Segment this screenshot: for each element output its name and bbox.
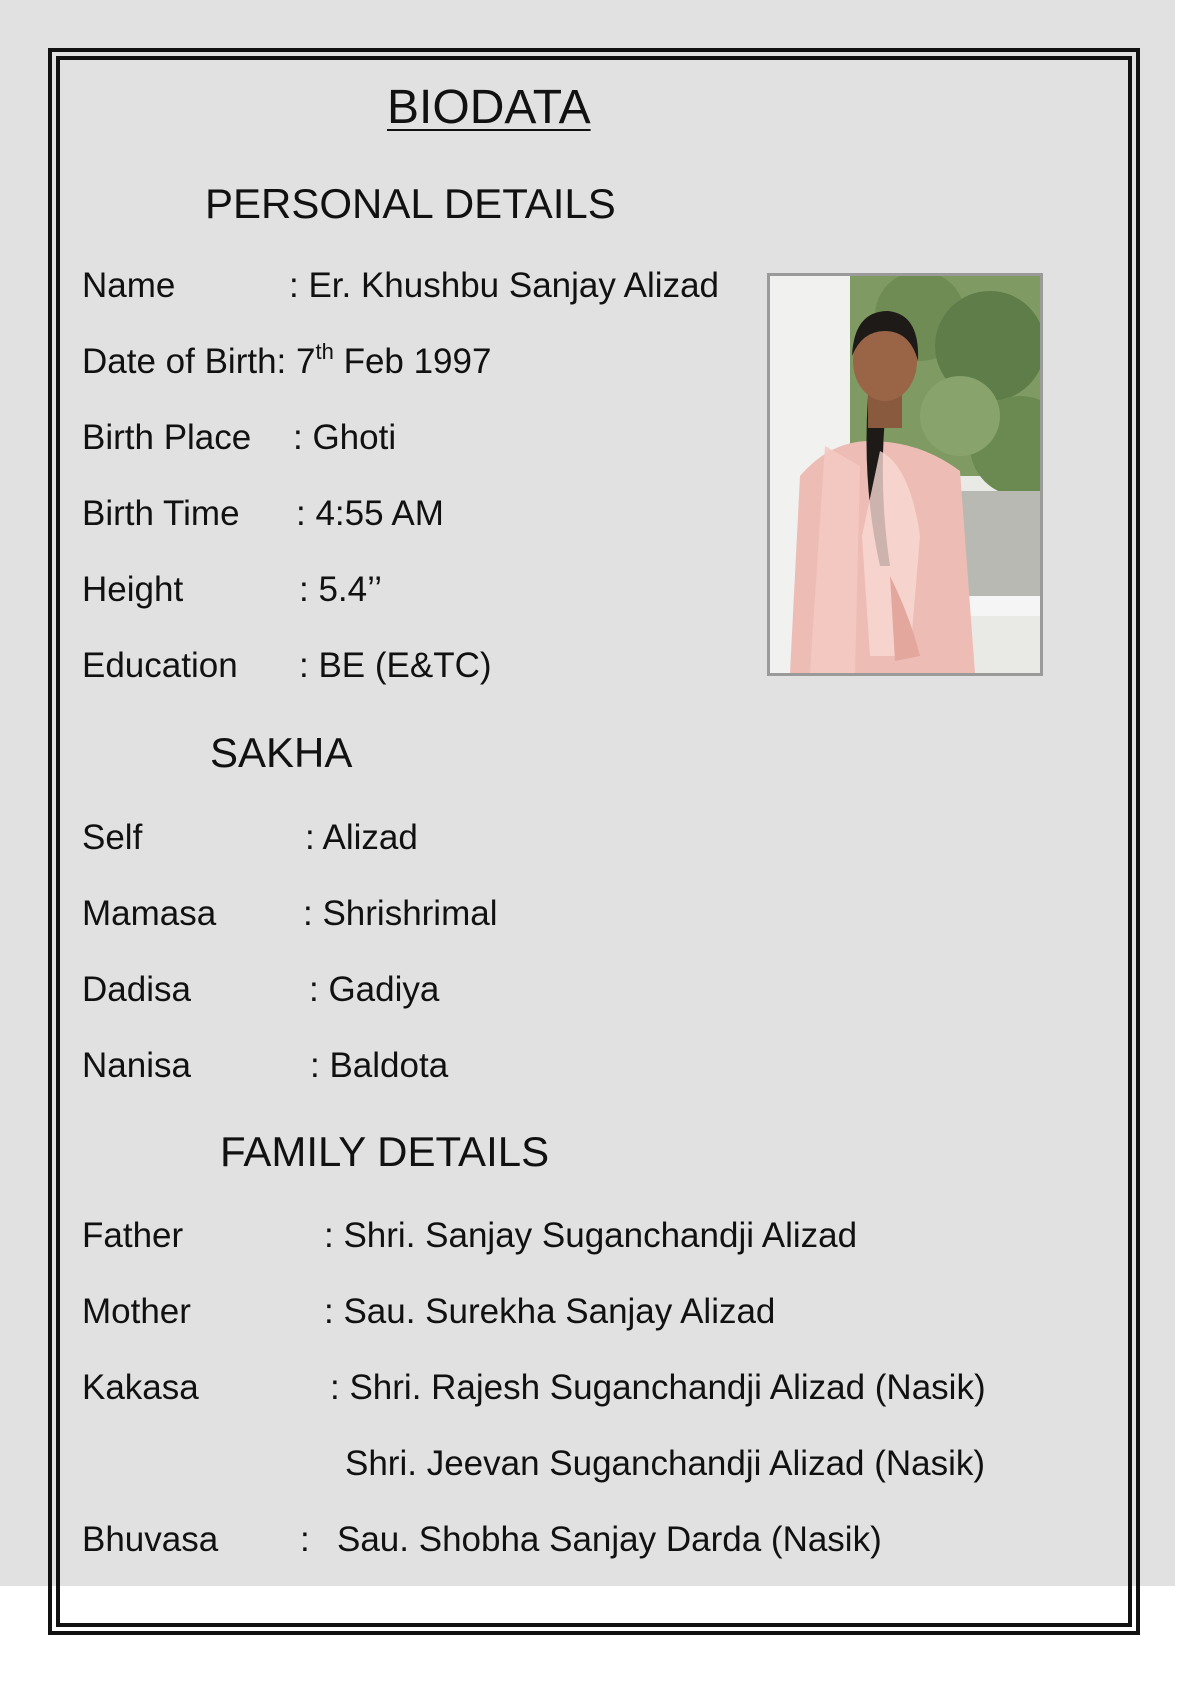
kakasa-value-2: Shri. Jeevan Suganchandji Alizad (Nasik) (345, 1444, 986, 1483)
bhuvasa-label: Bhuvasa (82, 1520, 219, 1559)
dob-rest: Feb 1997 (343, 342, 492, 381)
birth-place-value: : Ghoti (293, 418, 397, 457)
bhuvasa-colon: : (300, 1520, 310, 1559)
document-title: BIODATA (387, 81, 591, 134)
dadisa-value: : Gadiya (309, 970, 440, 1009)
dob-label: Date of Birth: (82, 342, 287, 381)
personal-details-heading: PERSONAL DETAILS (205, 180, 616, 227)
name-value: : Er. Khushbu Sanjay Alizad (289, 266, 719, 305)
dob-row (82, 339, 492, 381)
kakasa-label: Kakasa (82, 1368, 199, 1407)
kakasa-value: : Shri. Rajesh Suganchandji Alizad (Nasik) (330, 1368, 986, 1407)
nanisa-value: : Baldota (310, 1046, 449, 1085)
profile-photo-illustration (770, 276, 1040, 673)
mother-label: Mother (82, 1292, 191, 1331)
sakha-heading: SAKHA (210, 729, 353, 776)
birth-time-label: Birth Time (82, 494, 240, 533)
family-details-heading: FAMILY DETAILS (220, 1128, 550, 1175)
height-value: : 5.4’’ (299, 570, 383, 609)
bhuvasa-value: Sau. Shobha Sanjay Darda (Nasik) (337, 1520, 882, 1559)
dob-day: 7 (296, 342, 316, 381)
mamasa-value: : Shrishrimal (303, 894, 498, 933)
mamasa-label: Mamasa (82, 894, 217, 933)
dadisa-label: Dadisa (82, 970, 191, 1009)
birth-time-value: : 4:55 AM (296, 494, 444, 533)
education-value: : BE (E&TC) (299, 646, 492, 685)
birth-place-label: Birth Place (82, 418, 252, 457)
father-value: : Shri. Sanjay Suganchandji Alizad (324, 1216, 858, 1255)
profile-photo (767, 273, 1043, 676)
dob-suffix: th (315, 339, 334, 364)
mother-value: : Sau. Surekha Sanjay Alizad (324, 1292, 776, 1331)
nanisa-label: Nanisa (82, 1046, 191, 1085)
height-label: Height (82, 570, 184, 609)
education-label: Education (82, 646, 238, 685)
self-label: Self (82, 818, 143, 857)
self-value: : Alizad (305, 818, 418, 857)
name-label: Name (82, 266, 176, 305)
father-label: Father (82, 1216, 184, 1255)
